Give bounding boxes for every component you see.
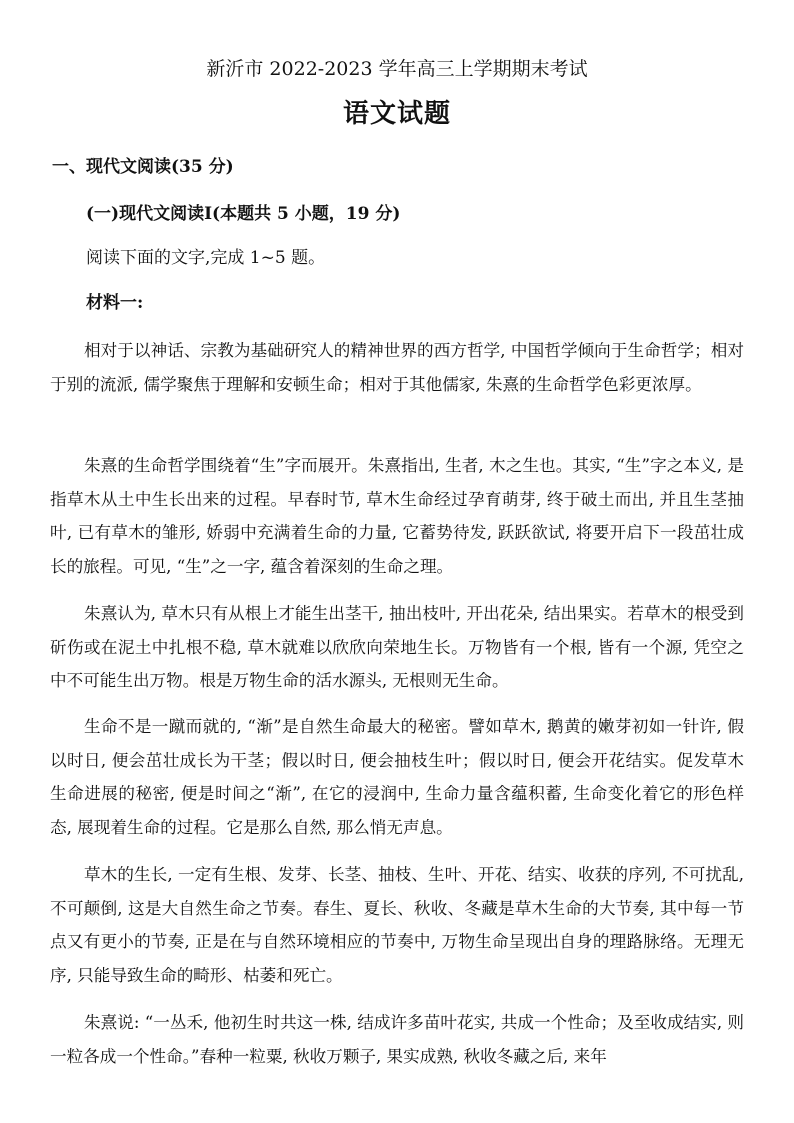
paragraph-1: 相对于以神话、宗教为基础研究人的精神世界的西方哲学, 中国哲学倾向于生命哲学；相对于别的流派, 儒学聚焦于理解和安顿生命；相对于其他儒家, 朱熹的生命哲学色彩更浓厚。 [50, 341, 744, 394]
material-label: 材料一: [86, 293, 144, 313]
exam-title: 新沂市 2022-2023 学年高三上学期期末考试 [206, 58, 588, 80]
sub-section-heading: (一)现代文阅读Ⅰ(本题共 5 小题，19 分) [86, 204, 401, 224]
paragraph-5: 草木的生长, 一定有生根、发芽、长茎、抽枝、生叶、开花、结实、收获的序列, 不可扰乱, 不可颠倒, 这是大自然生命之节奏。春生、夏长、秋收、冬藏是草木生命的大节奏, 其中每一节点又有更小的节奏, 正是在与自然环境相应的节奏中, 万物生命呈现出自身的理路脉络。无理无序, 只能导致生命的畸形、枯萎和死亡。 [50, 865, 744, 985]
paragraph-2: 朱熹的生命哲学围绕着“生”字而展开。朱熹指出, 生者, 木之生也。其实, “生”字之本义, 是指草木从土中生长出来的过程。早春时节, 草木生命经过孕育萌芽, 终于破土而出, 并且生茎抽叶, 已有草木的雏形, 娇弱中充满着生命的力量, 它蓄势待发, 跃跃欲试, 将要开启下一段茁壮成长的旅程。可见, “生”之一字, 蕴含着深刻的生命之理。 [50, 456, 744, 576]
paragraph-3: 朱熹认为, 草木只有从根上才能生出茎干, 抽出枝叶, 开出花朵, 结出果实。若草木的根受到斫伤或在泥土中扎根不稳, 草木就难以欣欣向荣地生长。万物皆有一个根, 皆有一个源, 凭空之中不可能生出万物。根是万物生命的活水源头, 无根则无生命。 [50, 604, 744, 690]
reading-instruction: 阅读下面的文字,完成 1~5 题。 [86, 248, 326, 268]
subject-title: 语文试题 [342, 99, 451, 129]
paragraph-4: 生命不是一蹴而就的, “渐”是自然生命最大的秘密。譬如草木, 鹅黄的嫩芽初如一针许, 假以时日, 便会茁壮成长为干茎；假以时日, 便会抽枝生叶；假以时日, 便会开花结实。促发草木生命进展的秘密, 便是时间之“渐”, 在它的浸润中, 生命力量含蕴积蓄, 生命变化着它的形色样态, 展现着生命的过程。它是那么自然, 那么悄无声息。 [50, 717, 744, 837]
paragraph-6: 朱熹说: “一丛禾, 他初生时共这一株, 结成许多苗叶花实, 共成一个性命；及至收成结实, 则一粒各成一个性命。”春种一粒粟, 秋收万颗子, 果实成熟, 秋收冬藏之后, 来年 [50, 1013, 744, 1066]
section-heading: 一、现代文阅读(35 分) [52, 157, 234, 177]
